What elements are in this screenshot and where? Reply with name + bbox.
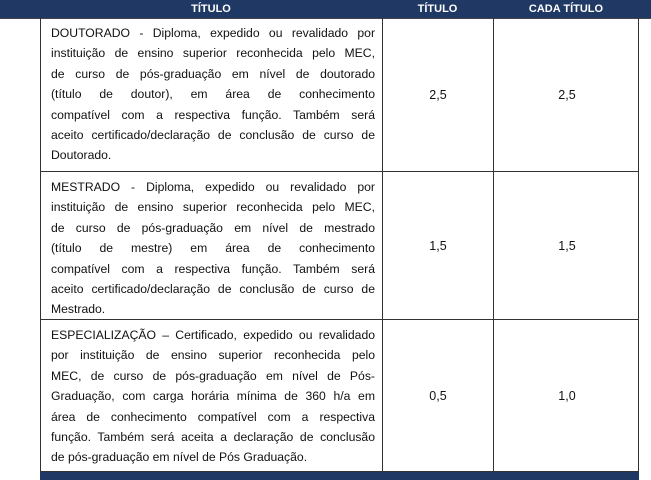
description-line: MEC, de curso de pós-graduação em nível de Pós- bbox=[51, 368, 375, 383]
header-title-column: TÍTULO bbox=[191, 3, 231, 15]
description-line: por instituição de ensino superior reconhecida pelo bbox=[51, 348, 375, 363]
description-line: ESPECIALIZAÇÃO – Certificado, expedido ou revalidado bbox=[51, 328, 375, 342]
description-line: função. Também será aceita a declaração de conclusão bbox=[51, 430, 375, 445]
table-row-especializacao bbox=[40, 320, 639, 472]
description-line: compatível com a respectiva função. Também será bbox=[51, 261, 375, 276]
points-per-title: 0,5 bbox=[383, 320, 494, 471]
description-line: de curso de pós-graduação em nível de mestrado bbox=[51, 220, 375, 235]
description-line: aceito certificado/declaração de conclusão de curso de bbox=[51, 282, 375, 297]
header-max-column: CADA TÍTULO bbox=[528, 3, 604, 15]
description-line: aceito certificado/declaração de conclusão de curso de bbox=[51, 128, 375, 143]
description-line: instituição de ensino superior reconhecida pelo MEC, bbox=[51, 200, 375, 215]
description-line: instituição de ensino superior reconhecida pelo MEC, bbox=[51, 46, 375, 61]
points-per-title: 1,5 bbox=[383, 172, 494, 319]
max-points: 1,0 bbox=[558, 388, 576, 403]
description-line: Doutorado. bbox=[51, 148, 112, 163]
description-line: (título de doutor), em área de conhecimento bbox=[51, 87, 375, 102]
row-description bbox=[41, 18, 383, 171]
max-points: 2,5 bbox=[558, 87, 576, 102]
row-description bbox=[41, 320, 383, 471]
description-line: de curso de pós-graduação em nível de doutorado bbox=[51, 66, 375, 81]
description-line: (título de mestre) em área de conhecimento bbox=[51, 241, 375, 256]
description-line: de pós-graduação em nível de Pós Graduação. bbox=[51, 450, 308, 465]
next-section-header bbox=[40, 472, 639, 480]
table-header bbox=[0, 0, 651, 19]
header-points-column: TÍTULO bbox=[417, 3, 458, 15]
description-line: MESTRADO - Diploma, expedido ou revalidado por bbox=[51, 180, 375, 194]
description-line: Mestrado. bbox=[51, 302, 106, 317]
points-per-title: 2,5 bbox=[383, 18, 494, 171]
row-description bbox=[41, 172, 383, 319]
description-line: área de conhecimento compatível com a respectiva bbox=[51, 409, 375, 424]
max-points: 1,5 bbox=[558, 238, 576, 253]
description-line: compatível com a respectiva função. Também será bbox=[51, 107, 375, 122]
description-line: Graduação, com carga horária mínima de 360 h/a em bbox=[51, 389, 375, 404]
description-line: DOUTORADO - Diploma, expedido ou revalidado por bbox=[51, 26, 375, 40]
table-row-mestrado bbox=[40, 172, 639, 320]
table-row-doutorado bbox=[40, 18, 639, 172]
